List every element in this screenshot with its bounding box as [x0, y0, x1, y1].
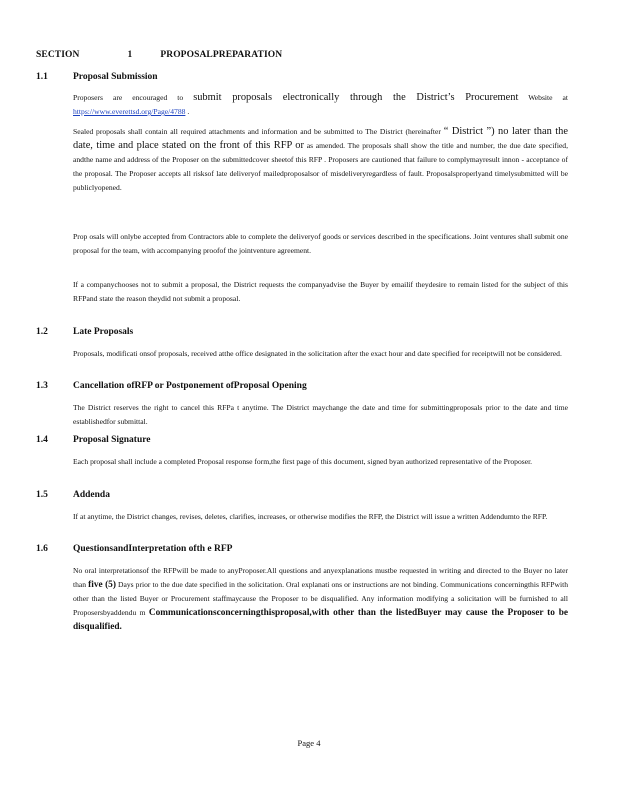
- subsection-number: 1.5: [36, 490, 48, 500]
- text: Each proposal shall include a completed Proposal response form,the first page of this document, signed byan authorized representative of the Proposer.: [73, 457, 533, 466]
- subsection-title: Addenda: [73, 490, 110, 500]
- text: Website at: [518, 93, 568, 102]
- page-footer: [0, 738, 618, 748]
- text: five (5): [88, 580, 116, 590]
- paragraph: [73, 455, 568, 469]
- section-label: SECTION: [36, 50, 80, 60]
- subsection-number: 1.4: [36, 435, 48, 445]
- paragraph: [73, 278, 568, 306]
- subsection-title: QuestionsandInterpretation ofth e RFP: [73, 544, 233, 554]
- text: submit proposals electronically through the District’s Procurement: [193, 92, 519, 103]
- subsection-title: Cancellation ofRFP or Postponement ofProposal Opening: [73, 381, 307, 391]
- subsection-number: 1.6: [36, 544, 48, 554]
- paragraph: [73, 125, 568, 195]
- paragraph: [73, 564, 568, 634]
- subsection-number: 1.2: [36, 327, 48, 337]
- subsection-number: 1.3: [36, 381, 48, 391]
- text: Proposals, modificati onsof proposals, received atthe office designated in the solicitation after the exact hour and date specified for receiptwill not be considered.: [73, 349, 562, 358]
- paragraph: [73, 510, 568, 524]
- procurement-website-link[interactable]: https://www.everettsd.org/Page/4788: [73, 107, 186, 116]
- text: Prop osals will onlybe accepted from Contractors able to complete the deliveryof goods or services described in the specifications. Joint ventures shall submit one proposal for the team, with accompanying proofof the jointventure agreement.: [73, 232, 568, 255]
- paragraph: [73, 347, 568, 361]
- section-heading: [36, 50, 282, 60]
- subsection-title: Proposal Submission: [73, 72, 158, 82]
- text: Proposers are encouraged to: [73, 93, 194, 102]
- text: If a companychooses not to submit a proposal, the District requests the companyadvise the Buyer by emailif theydesire to remain listed for the subject of this RFPand state the reason theydid not submit a proposal.: [73, 280, 568, 303]
- text: Days prior to the due date specified in the solicitation. Oral explanati ons or instructions are not binding. Communications concerningthis RFPwith other than the listed Buyer or Procurement staffmaycause the Proposer to be disqualified. Any information modifying a solicitation will be furnished to all Proposersbyaddendu m: [73, 580, 568, 617]
- section-title: PROPOSALPREPARATION: [160, 50, 283, 60]
- text: No oral interpretationsof the RFPwill be made to anyProposer.All questions and anyexplanations mustbe requested in writing and directed to the Buyer no later than: [73, 566, 568, 589]
- subsection-title: Proposal Signature: [73, 435, 151, 445]
- paragraph: [73, 401, 568, 429]
- text: .: [185, 107, 190, 116]
- paragraph: [73, 230, 568, 258]
- text: If at anytime, the District changes, revises, deletes, clarifies, increases, or otherwise modifies the RFP, the District will issue a written Addendumto the RFP.: [73, 512, 548, 521]
- paragraph: [73, 91, 568, 119]
- text: Communicationsconcerningthisproposal,with other than the listedBuyer may cause the Proposer to be disqualified.: [73, 608, 568, 632]
- subsection-number: 1.1: [36, 72, 48, 82]
- text: Sealed proposals shall contain all required attachments and information and be submitted to The District (hereinafter: [73, 127, 444, 136]
- section-number: 1: [127, 50, 133, 60]
- text: “ District ”) no later than the date, time and place stated on the front of this RFP or: [73, 126, 568, 151]
- text: The District reserves the right to cancel this RFPa t anytime. The District maychange the date and time for submittingproposals prior to the date and time establishedfor submittal.: [73, 403, 568, 426]
- text: as amended. The proposals shall show the title and number, the due date specified, andthe name and address of the Proposer on the submittedcover sheetof this RFP . Proposers are cautioned that failure to complymayresult innon - acceptance of the proposal. The Proposer accepts all risksof late deliveryof mailedproposalsor of misdeliveryregardless of fault. Proposalsproperlyand timelysubmitted will be publiclyopened.: [73, 141, 569, 192]
- subsection-title: Late Proposals: [73, 327, 134, 337]
- page-number: Page 4: [297, 738, 321, 748]
